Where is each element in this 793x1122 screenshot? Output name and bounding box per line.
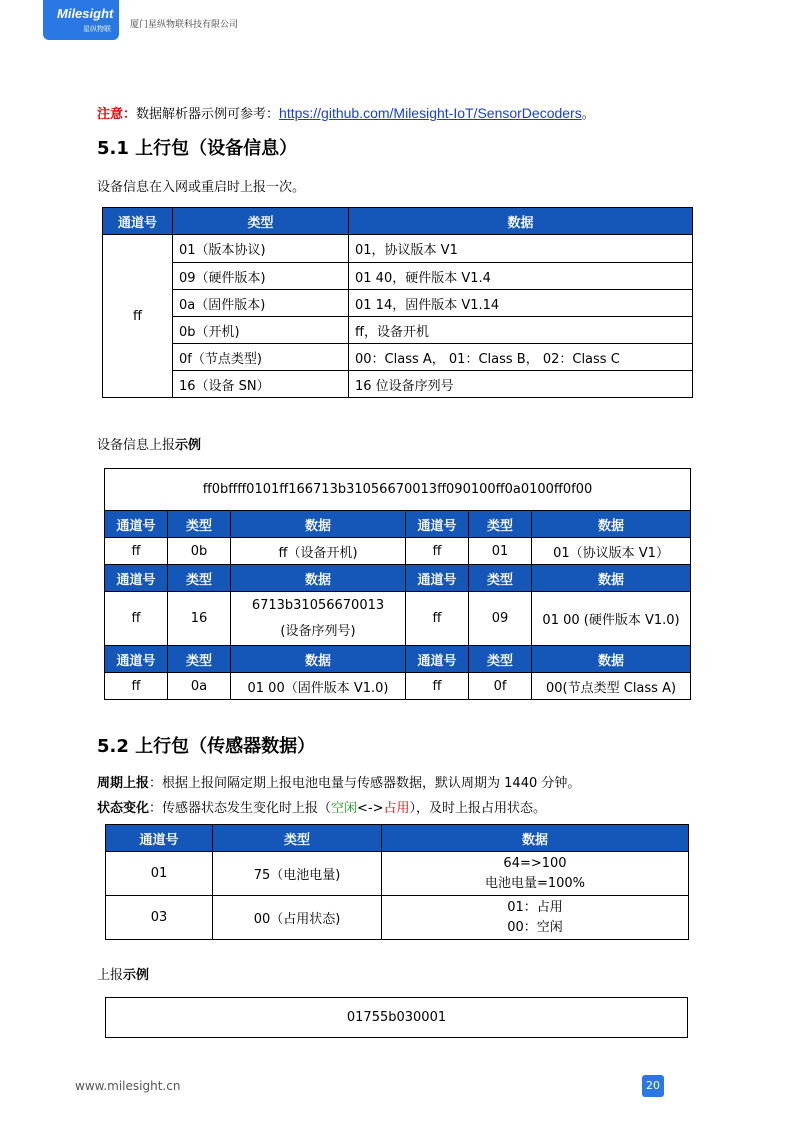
col-channel: 通道号 bbox=[106, 825, 213, 852]
data-cell: 01 14，固件版本 V1.14 bbox=[349, 290, 693, 317]
data-cell bbox=[382, 852, 689, 896]
type-cell: 75（电池电量) bbox=[213, 852, 382, 896]
data-cell: 01 40，硬件版本 V1.4 bbox=[349, 263, 693, 290]
ex-cell: 01 00（固件版本 V1.0) bbox=[231, 673, 406, 700]
type-cell: 01（版本协议) bbox=[173, 235, 349, 263]
ex-col-type: 类型 bbox=[469, 646, 532, 673]
ex-cell: 0a bbox=[168, 673, 231, 700]
ex-cell: ff bbox=[406, 538, 469, 565]
channel-cell: 01 bbox=[106, 852, 213, 896]
ex-col-channel: 通道号 bbox=[105, 646, 168, 673]
ex-cell: 0b bbox=[168, 538, 231, 565]
ex-col-data: 数据 bbox=[231, 511, 406, 538]
example-label-bold: 示例 bbox=[175, 438, 202, 453]
channel-cell: 03 bbox=[106, 896, 213, 940]
ex-sn-caption: (设备序列号) bbox=[280, 623, 356, 639]
section-5-1-title: 5.1 上行包（设备信息） bbox=[97, 138, 298, 159]
ex-cell: 01 bbox=[469, 538, 532, 565]
ex-col-data: 数据 bbox=[532, 565, 691, 592]
col-channel: 通道号 bbox=[103, 208, 173, 235]
channel-cell: ff bbox=[103, 235, 173, 398]
ex-col-data: 数据 bbox=[532, 511, 691, 538]
ex-col-type: 类型 bbox=[168, 565, 231, 592]
sensor-data-table bbox=[105, 824, 689, 940]
ex-cell: ff bbox=[105, 673, 168, 700]
example-label-text: 上报 bbox=[97, 968, 124, 983]
data-line: 64=>100 bbox=[503, 855, 567, 871]
ex-col-channel: 通道号 bbox=[105, 511, 168, 538]
ex-cell: 01 00 (硬件版本 V1.0) bbox=[532, 592, 691, 646]
ex-cell: ff bbox=[105, 592, 168, 646]
ex-col-data: 数据 bbox=[231, 646, 406, 673]
type-cell: 16（设备 SN） bbox=[173, 371, 349, 398]
data-cell: ff，设备开机 bbox=[349, 317, 693, 344]
example-label-bold: 示例 bbox=[123, 968, 150, 983]
device-example-label bbox=[97, 434, 201, 453]
company-name: 厦门星纵物联科技有限公司 bbox=[130, 20, 239, 30]
ex-col-channel: 通道号 bbox=[406, 511, 469, 538]
col-data: 数据 bbox=[382, 825, 689, 852]
ex-col-channel: 通道号 bbox=[406, 565, 469, 592]
type-cell: 0a（固件版本) bbox=[173, 290, 349, 317]
data-line: 00：空闲 bbox=[507, 919, 563, 935]
col-type: 类型 bbox=[173, 208, 349, 235]
state-change-text: ：传感器状态发生变化时上报（ bbox=[149, 801, 332, 816]
milesight-logo bbox=[43, 0, 119, 40]
section-5-2-title: 5.2 上行包（传感器数据） bbox=[97, 736, 316, 757]
data-cell: 00：Class A， 01：Class B， 02：Class C bbox=[349, 344, 693, 371]
ex-cell: 16 bbox=[168, 592, 231, 646]
sensor-example-table bbox=[105, 997, 688, 1038]
sensor-example-hex: 01755b030001 bbox=[106, 998, 688, 1038]
data-cell: 16 位设备序列号 bbox=[349, 371, 693, 398]
occupied-word: 占用 bbox=[383, 801, 410, 816]
page-number: 20 bbox=[642, 1075, 664, 1097]
note-label: 注意： bbox=[97, 107, 137, 122]
ex-cell: ff bbox=[105, 538, 168, 565]
ex-cell-sn bbox=[231, 592, 406, 646]
free-word: 空闲 bbox=[331, 801, 358, 816]
ex-col-type: 类型 bbox=[469, 565, 532, 592]
ex-col-type: 类型 bbox=[168, 511, 231, 538]
ex-cell: ff（设备开机) bbox=[231, 538, 406, 565]
ex-cell: ff bbox=[406, 592, 469, 646]
ex-col-channel: 通道号 bbox=[406, 646, 469, 673]
ex-sn-value: 6713b31056670013 bbox=[251, 597, 385, 613]
section-5-1-intro: 设备信息在入网或重启时上报一次。 bbox=[97, 180, 306, 195]
note-text: 数据解析器示例可参考： bbox=[136, 107, 280, 122]
device-example-table bbox=[104, 468, 691, 700]
ex-col-channel: 通道号 bbox=[105, 565, 168, 592]
sensor-example-label bbox=[97, 964, 149, 983]
periodic-label: 周期上报 bbox=[97, 776, 150, 791]
example-label-text: 设备信息上报 bbox=[97, 438, 176, 453]
device-info-table bbox=[102, 207, 693, 398]
ex-col-type: 类型 bbox=[168, 646, 231, 673]
data-line: 电池电量=100% bbox=[484, 875, 586, 891]
arrow-text: <-> bbox=[357, 801, 384, 816]
type-cell: 0f（节点类型) bbox=[173, 344, 349, 371]
ex-col-data: 数据 bbox=[532, 646, 691, 673]
state-change-text-end: ），及时上报占用状态。 bbox=[409, 801, 547, 816]
footer-url[interactable]: www.milesight.cn bbox=[75, 1079, 181, 1093]
ex-cell: 09 bbox=[469, 592, 532, 646]
ex-cell: 01（协议版本 V1） bbox=[532, 538, 691, 565]
ex-cell: ff bbox=[406, 673, 469, 700]
col-type: 类型 bbox=[213, 825, 382, 852]
data-line: 01：占用 bbox=[507, 899, 563, 915]
logo-text: Milesight bbox=[57, 6, 114, 21]
decoder-note bbox=[97, 103, 595, 122]
note-end: 。 bbox=[581, 107, 595, 122]
ex-col-data: 数据 bbox=[231, 565, 406, 592]
type-cell: 00（占用状态) bbox=[213, 896, 382, 940]
state-change-para bbox=[97, 797, 546, 816]
type-cell: 0b（开机) bbox=[173, 317, 349, 344]
ex-col-type: 类型 bbox=[469, 511, 532, 538]
device-example-hex: ff0bffff0101ff166713b31056670013ff090100ff0a0100ff0f00 bbox=[105, 469, 691, 511]
data-cell: 01，协议版本 V1 bbox=[349, 235, 693, 263]
periodic-report-para bbox=[97, 772, 580, 791]
ex-cell: 0f bbox=[469, 673, 532, 700]
logo-subtext: 星纵物联 bbox=[83, 25, 111, 33]
decoder-link[interactable]: https://github.com/Milesight-IoT/SensorDecoders bbox=[279, 105, 582, 121]
data-cell bbox=[382, 896, 689, 940]
ex-cell: 00(节点类型 Class A) bbox=[532, 673, 691, 700]
col-data: 数据 bbox=[349, 208, 693, 235]
periodic-text: ：根据上报间隔定期上报电池电量与传感器数据，默认周期为 1440 分钟。 bbox=[149, 776, 581, 791]
type-cell: 09（硬件版本) bbox=[173, 263, 349, 290]
state-change-label: 状态变化 bbox=[97, 801, 150, 816]
